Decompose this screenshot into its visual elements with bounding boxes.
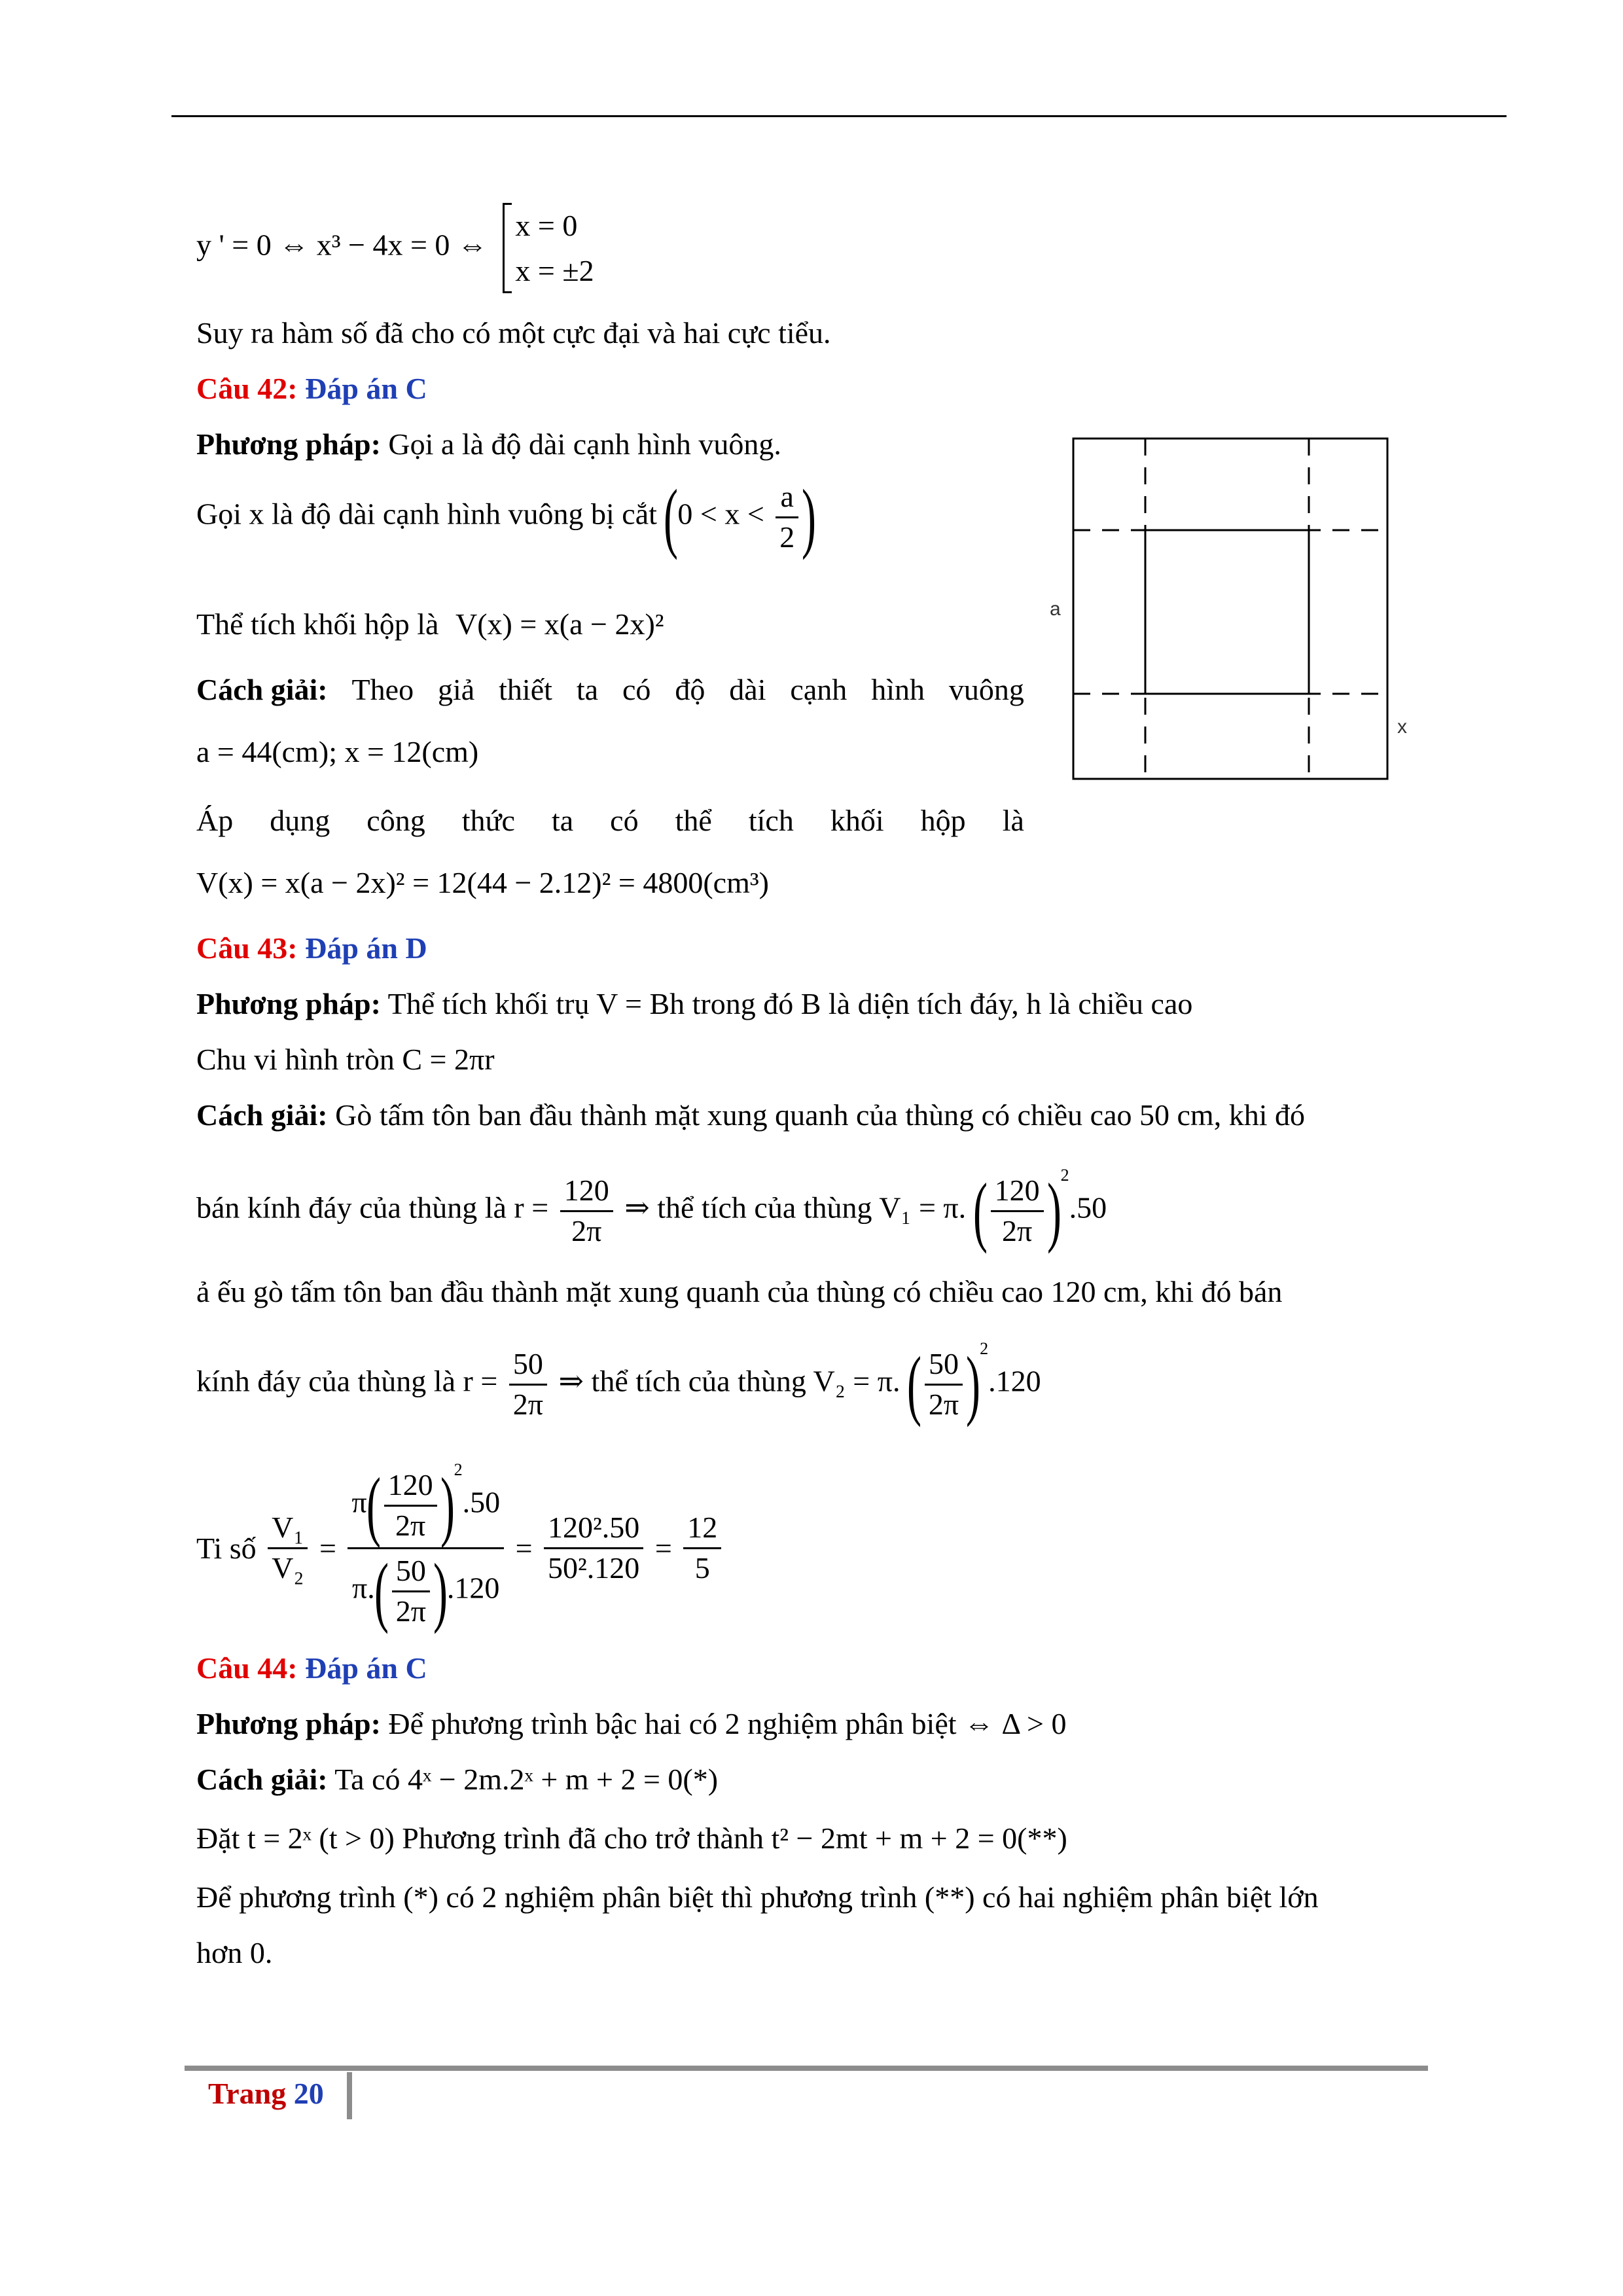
q43-heading xyxy=(196,929,427,967)
q43-ratio-bot-den: 2π xyxy=(395,1594,426,1628)
q43-alt-text: ả ếu gò tấm tôn ban đầu thành mặt xung quanh của thùng có chiều cao 120 cm, khi đó bán xyxy=(196,1275,1283,1308)
q43-method-text: Thể tích khối trụ V = Bh trong đó B là diện tích đáy, h là chiều cao xyxy=(380,987,1193,1020)
q43-r2-text: kính đáy của thùng là r = xyxy=(196,1364,498,1398)
q42-apply-word: dụng xyxy=(270,804,330,837)
q43-r1-line: bán kính đáy của thùng là r = $\frac{120}{2\pi}$ ⇒ thể tích của thùng V₁ = π. ( $\frac{120}{2\pi}$ )$^2$.50 xyxy=(196,1166,1107,1254)
q44-substitution: Đặt t = 2ˣ (t > 0) Phương trình đã cho trở thành t² − 2mt + m + 2 = 0(**) xyxy=(196,1821,1067,1855)
q42-solve-word: hình xyxy=(871,673,925,706)
q42-method xyxy=(196,425,781,463)
q44-solve-text: Ta có 4ˣ − 2m.2ˣ + m + 2 = 0(*) xyxy=(327,1763,719,1796)
q41-root2: x = ±2 xyxy=(515,254,594,287)
q43-r1-num: 120 xyxy=(560,1174,613,1212)
q42-method-text: Gọi a là độ dài cạnh hình vuông. xyxy=(380,427,781,461)
q42-result: V(x) = x(a − 2x)² = 12(44 − 2.12)² = 4800(cm³) xyxy=(196,866,769,899)
q43-ratio-mid xyxy=(544,1511,643,1585)
q43-ratio-mid-den: 50².120 xyxy=(548,1551,640,1585)
q43-ratio-res-num: 12 xyxy=(683,1511,721,1549)
q43-ratio-top-tail: .50 xyxy=(462,1485,501,1519)
q43-v2-frac xyxy=(925,1348,963,1421)
outer-square xyxy=(1073,439,1387,779)
q43-r2-mid: ⇒ thể tích của thùng V₂ = π. xyxy=(558,1364,901,1398)
q42-solve-word: có xyxy=(622,673,651,706)
q43-ratio-top: π( $\frac{120}{2\pi}$ )$^2$.50 xyxy=(348,1466,504,1549)
q42-heading xyxy=(196,370,427,408)
q41-eq-text: y ' = 0 ⇔ x³ − 4x = 0 ⇔ xyxy=(196,228,488,262)
q42-solve-word: thiết xyxy=(499,673,552,706)
q42-solve xyxy=(196,671,1024,709)
q42-heading-label: Câu 42: xyxy=(196,372,306,405)
q42-frac-a2 xyxy=(776,480,798,554)
q42-frac-num: a xyxy=(776,480,798,518)
q43-ratio-mid-num: 120².50 xyxy=(544,1511,643,1549)
q42-line3-math: V(x) = x(a − 2x)² xyxy=(455,607,664,641)
q42-solve-word: Theo xyxy=(351,673,414,706)
q43-method-label: Phương pháp: xyxy=(196,987,381,1020)
fold-lines xyxy=(1073,439,1387,779)
q43-r1-tail: .50 xyxy=(1069,1191,1107,1225)
q41-equation xyxy=(196,203,594,293)
q43-method xyxy=(196,985,1192,1023)
q42-solve-word: dài xyxy=(729,673,766,706)
q42-apply-word: thể xyxy=(675,804,712,837)
q41-conclusion: Suy ra hàm số đã cho có một cực đại và hai cực tiểu. xyxy=(196,316,831,350)
q43-v1-num: 120 xyxy=(991,1174,1044,1212)
fig-label-a: a xyxy=(1050,598,1061,620)
q43-solve-text: Gò tấm tôn ban đầu thành mặt xung quanh của thùng có chiều cao 50 cm, khi đó xyxy=(327,1098,1305,1132)
q43-r1-mid: ⇒ thể tích của thùng V₁ = π. xyxy=(624,1191,967,1225)
page-label: Trang xyxy=(208,2077,294,2110)
q43-ratio-v1: V₁ xyxy=(268,1511,308,1549)
q42-given: a = 44(cm); x = 12(cm) xyxy=(196,735,479,768)
q43-ratio-top-den: 2π xyxy=(395,1508,426,1542)
q41-roots xyxy=(503,203,594,293)
q43-r1-text: bán kính đáy của thùng là r = xyxy=(196,1191,549,1225)
q42-apply-word: khối xyxy=(830,804,884,837)
q42-frac-den: 2 xyxy=(779,520,795,554)
q42-apply-word: tích xyxy=(748,804,794,837)
q42-apply-word: Áp xyxy=(196,804,234,837)
q44-solve xyxy=(196,1761,718,1799)
q42-apply-word: hộp xyxy=(920,804,966,837)
q43-r2-frac xyxy=(509,1348,547,1421)
header-rule xyxy=(171,115,1507,117)
q42-apply xyxy=(196,802,1024,840)
q44-answer: Đáp án C xyxy=(305,1651,427,1685)
q43-ratio: Ti số $\frac{\text{V₁}}{\text{V₂}}$ = π( $\frac{120}{2\pi}$ )$^2$.50 π.( $\frac{50}{2\pi}$ ).120 = $\frac{\text{120².50}}{\text{50².120}}$ = $\frac{12}{5}$ xyxy=(196,1466,725,1630)
footer-rule xyxy=(185,2066,1428,2071)
q44-condition-tail: hơn 0. xyxy=(196,1936,273,1969)
q43-ratio-top-num: 120 xyxy=(384,1469,437,1507)
q42-line2: Gọi x là độ dài cạnh hình vuông bị cắt (0 < x < $\frac{a}{2}$ ) xyxy=(196,473,817,560)
q41-root1: x = 0 xyxy=(515,209,578,242)
q43-r2-line: kính đáy của thùng là r = $\frac{50}{2\pi}$ ⇒ thể tích của thùng V₂ = π. ( $\frac{50}{2\pi}$ )$^2$.120 xyxy=(196,1339,1041,1427)
footer-divider xyxy=(347,2072,352,2119)
q42-volume-formula xyxy=(196,605,664,643)
q44-heading xyxy=(196,1649,427,1687)
q43-r1-den: 2π xyxy=(571,1213,602,1247)
q43-heading-label: Câu 43: xyxy=(196,931,306,965)
q43-ratio-big-frac xyxy=(348,1460,504,1634)
q43-ratio-res-den: 5 xyxy=(694,1551,710,1585)
q43-circle-formula: Chu vi hình tròn C = 2πr xyxy=(196,1043,495,1076)
q44-method-text: Để phương trình bậc hai có 2 nghiệm phân biệt ⇔ Δ > 0 xyxy=(380,1707,1067,1740)
q43-v1-den: 2π xyxy=(1001,1213,1033,1247)
q42-solve-word: giả xyxy=(438,673,475,706)
q43-solve-label: Cách giải: xyxy=(196,1098,328,1132)
q43-r1-frac xyxy=(560,1174,613,1247)
q44-method xyxy=(196,1705,1067,1743)
page-number-value: 20 xyxy=(293,2077,324,2110)
q42-apply-word: là xyxy=(1002,804,1024,837)
q44-method-label: Phương pháp: xyxy=(196,1707,381,1740)
q43-answer: Đáp án D xyxy=(305,931,427,965)
q43-ratio-label: Ti số xyxy=(196,1531,257,1565)
q43-ratio-result xyxy=(683,1511,721,1585)
q43-ratio-bot-tail: .120 xyxy=(446,1571,500,1605)
page-number xyxy=(208,2076,324,2111)
box-net-diagram xyxy=(1047,425,1453,818)
q42-solve-word: vuông xyxy=(948,673,1024,706)
q44-heading-label: Câu 44: xyxy=(196,1651,306,1685)
q43-r2-num: 50 xyxy=(509,1348,547,1386)
q42-apply-word: ta xyxy=(551,804,574,837)
q42-apply-word: có xyxy=(610,804,639,837)
q43-v2-den: 2π xyxy=(928,1387,959,1421)
q43-ratio-bot-num: 50 xyxy=(392,1554,430,1592)
q42-solve-word: cạnh xyxy=(790,673,847,706)
q42-line3-text: Thể tích khối hộp là xyxy=(196,607,439,641)
q43-solve xyxy=(196,1096,1305,1134)
q43-v1-frac xyxy=(991,1174,1044,1247)
q42-line2-text: Gọi x là độ dài cạnh hình vuông bị cắt xyxy=(196,497,657,531)
q42-solve-word: ta xyxy=(576,673,599,706)
q44-condition: Để phương trình (*) có 2 nghiệm phân biệt thì phương trình (**) có hai nghiệm phân biệt lớn xyxy=(196,1880,1319,1914)
q42-ineq: 0 < x < xyxy=(677,497,764,531)
fig-label-x: x xyxy=(1397,716,1407,738)
q43-r2-tail: .120 xyxy=(988,1364,1041,1398)
q42-apply-word: công xyxy=(366,804,425,837)
q44-solve-label: Cách giải: xyxy=(196,1763,328,1796)
q43-ratio-bottom: π.( $\frac{50}{2\pi}$ ).120 xyxy=(352,1547,500,1634)
q43-r2-den: 2π xyxy=(512,1387,544,1421)
q43-ratio-v xyxy=(268,1511,308,1585)
q43-v2-num: 50 xyxy=(925,1348,963,1386)
inner-square xyxy=(1145,530,1309,694)
q42-solve-word: độ xyxy=(675,673,705,706)
q42-apply-word: thức xyxy=(461,804,515,837)
q42-solve-label: Cách giải: xyxy=(196,673,328,706)
q43-ratio-v2: V₂ xyxy=(272,1551,304,1585)
q42-method-label: Phương pháp: xyxy=(196,427,381,461)
q42-answer: Đáp án C xyxy=(305,372,427,405)
